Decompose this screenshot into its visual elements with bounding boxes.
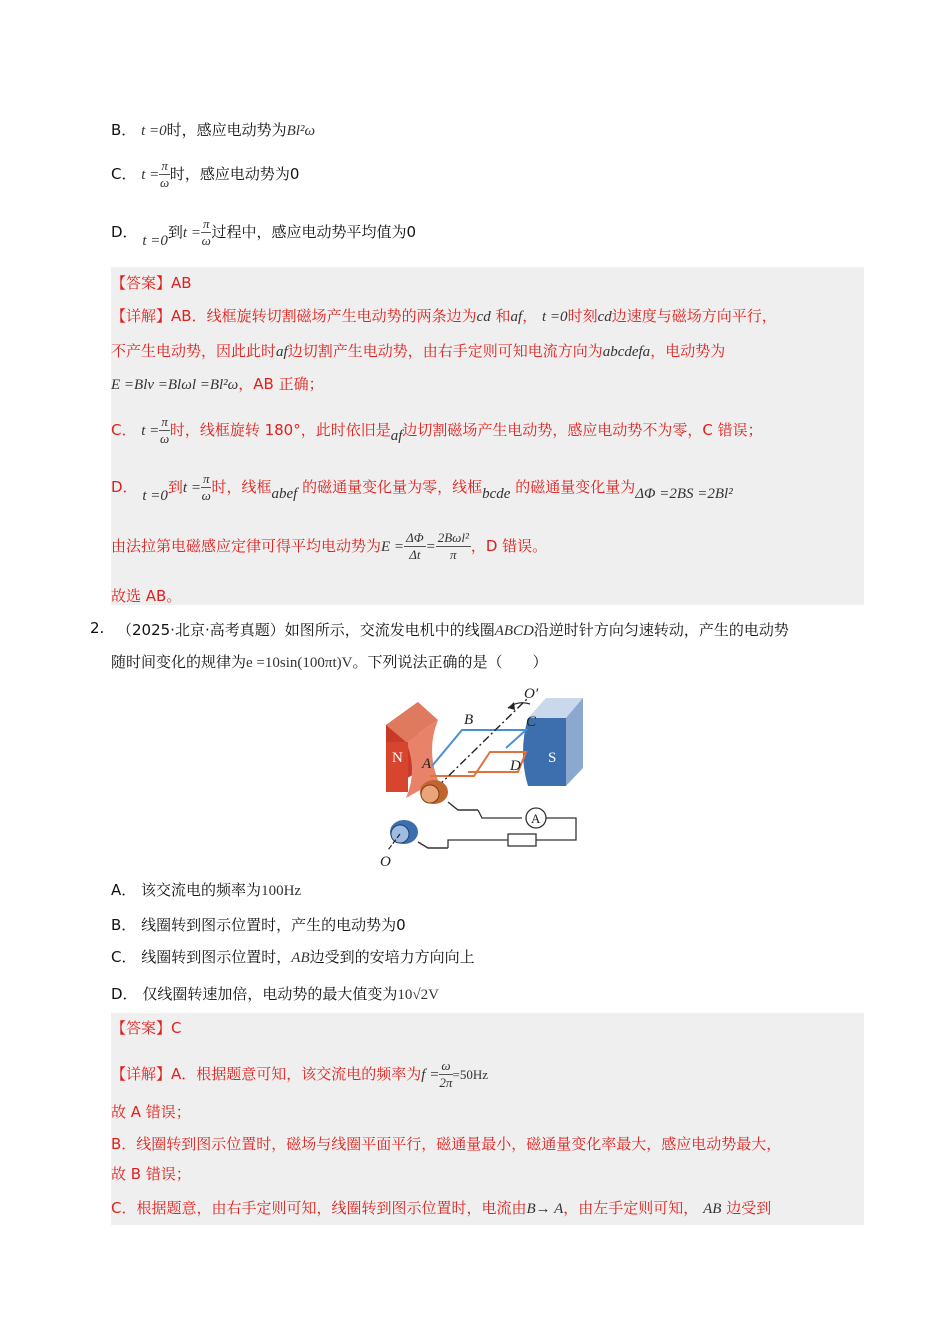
math: E = [381,539,405,555]
denominator: ω [201,233,211,248]
detail-line-5 [111,471,733,504]
math: bcde [482,486,511,502]
math: t = [182,480,201,496]
text: 的磁通量变化量为 [515,478,636,496]
detail-tag: 【详解】 [111,307,172,325]
text: （2025·北京·高考真题）如图所示，交流发电机中的线圈 [117,621,495,639]
denominator: ω [159,431,170,446]
math-t: t = [182,225,201,241]
option-text: 时，感应电动势为 [166,121,287,139]
text: C． [111,421,137,439]
question-number: 2. [90,619,105,637]
answer-line: 【答案】C [111,1019,182,1037]
text: AB．线框旋转切割磁场产生电动势的两条边为 [171,307,477,325]
q2-detail-line-2: 故 A 错误； [111,1103,191,1121]
option-label: A． [111,881,137,899]
fraction [201,216,212,249]
fraction [159,414,170,447]
option-d [111,216,416,249]
numerator: π [161,414,168,429]
slip-ring-1-face [421,785,439,803]
detail-line-2 [111,340,725,361]
option-text: 过程中，感应电动势平均值为0 [211,223,417,241]
option-c [111,158,299,191]
option-label: B． [111,916,137,934]
math-value: 100Hz [261,883,302,899]
numerator: 2Bωl² [437,530,469,545]
text: D． [111,478,138,496]
math: af [276,344,288,360]
text: 随时间变化的规律为 [111,653,247,671]
denominator: π [450,547,457,562]
detail-line-7: 故选 AB。 [111,587,182,605]
text: 沿逆时针方向匀速转动，产生的电动势 [533,621,789,639]
math-formula: e =10sin(100πt)V [246,655,353,671]
option-text: 时，感应电动势为0 [169,165,300,183]
label-c: C [526,714,537,730]
math: B→ A [526,1201,564,1217]
brush-2 [418,842,448,848]
detail-line-4 [111,414,763,447]
ammeter-label: A [531,811,541,826]
label-d: D [510,758,521,774]
option-label: C． [111,165,137,183]
math: abef [271,486,298,502]
q2-detail-line-4: 故 B 错误； [111,1165,191,1183]
option-label: B． [111,121,137,139]
text: 的磁通量变化量为零，线框 [302,478,483,496]
label-s: S [548,750,557,766]
text: ，电动势为 [650,342,726,360]
wire-bottom [448,840,508,848]
option-text: 到 [167,223,183,241]
math: af [510,309,523,325]
q2-option-c [111,946,475,967]
text: 时刻 [567,307,598,325]
math-t0: t =0 [142,233,168,249]
math-value: =50Hz [452,1067,489,1082]
q2-option-a [111,879,301,900]
text: ，AB 正确； [238,375,324,393]
math: t =0 [142,488,168,504]
text: C．根据题意，由右手定则可知，线圈转到图示位置时，电流由 [111,1199,527,1217]
math-expr: ΔΦ =2BS =2Bl² [635,486,733,502]
math: AB [291,950,310,966]
text: 时，线框旋转 180°，此时依旧是 [169,421,391,439]
option-text: 线圈转到图示位置时， [141,948,292,966]
label-b: B [464,712,474,728]
detail-line-6 [111,530,547,563]
q2-option-d [111,983,439,1004]
denominator: 2π [439,1075,453,1090]
math-expr: Bl²ω [286,123,316,139]
option-b [111,119,315,140]
text: 边受到 [726,1199,772,1217]
answer-box-q2 [111,1013,864,1225]
text: ， [522,307,538,325]
detail-line-1 [111,305,777,326]
brush-1 [448,802,478,810]
fraction [439,1058,452,1091]
numerator: ω [441,1058,451,1073]
denominator: ω [201,488,211,503]
text: 时，线框 [211,478,272,496]
q2-detail-line-5 [111,1197,771,1218]
math: t = [141,423,160,439]
question-stem-line-1 [117,619,789,640]
question-stem-line-2 [111,651,547,672]
math: abcdefa [602,344,651,360]
text: 边切割产生电动势，由右手定则可知电流方向为 [287,342,603,360]
numerator: π [161,158,168,173]
q2-option-b [111,914,406,935]
text: A．根据题意可知，该交流电的频率为 [171,1065,422,1083]
fraction [159,158,170,191]
fraction [436,530,471,563]
fraction [201,471,212,504]
math: cd [476,309,491,325]
math: AB [703,1201,722,1217]
resistor [508,834,536,846]
detail-line-3 [111,373,324,394]
denominator: Δt [409,547,421,562]
math-t: t =0 [141,123,167,139]
math: af [390,428,403,444]
label-o-prime: O′ [524,686,539,702]
numerator: π [202,216,210,231]
option-label: C． [111,948,137,966]
math-expr: E =Blv =Blωl =Bl²ω [111,377,239,393]
math: f = [421,1067,440,1083]
q2-detail-line-3: B．线圈转到图示位置时，磁场与线圈平面平行，磁通量最小，磁通量变化率最大，感应电动势最大， [111,1135,782,1153]
math: ABCD [494,623,534,639]
detail-tag: 【详解】 [111,1065,172,1083]
math: t =0 [542,309,568,325]
rotation-arrowhead [508,702,515,710]
text: 边切割磁场产生电动势，感应电动势不为零，C 错误； [402,421,763,439]
math-value: 10√2V [397,987,439,1003]
numerator: π [202,471,210,486]
text: 到 [167,478,183,496]
text: 由法拉第电磁感应定律可得平均电动势为 [111,537,382,555]
option-text: 仅线圈转速加倍，电动势的最大值变为 [142,985,398,1003]
fraction [404,530,426,563]
option-text: 边受到的安培力方向向上 [309,948,475,966]
q2-detail-line-1 [111,1058,488,1091]
text: ，由左手定则可知， [563,1199,699,1217]
generator-figure [378,680,584,870]
text: 和 [495,307,511,325]
label-n: N [392,750,403,766]
answer-line: 【答案】AB [111,274,192,292]
text: 不产生电动势，因此此时 [111,342,277,360]
text: ，D 错误。 [470,537,548,555]
math-t: t = [141,167,160,183]
option-label: D． [111,985,138,1003]
option-text: 线圈转到图示位置时，产生的电动势为0 [141,916,406,934]
denominator: ω [159,175,170,190]
numerator: ΔΦ [406,530,424,545]
math: = [425,539,436,555]
label-o: O [380,854,391,870]
option-label: D． [111,223,138,241]
math: cd [597,309,612,325]
text: 边速度与磁场方向平行， [611,307,777,325]
text: 。下列说法正确的是（ ） [352,653,548,671]
option-text: 该交流电的频率为 [141,881,262,899]
wire-top [478,810,522,818]
label-a: A [422,756,432,772]
